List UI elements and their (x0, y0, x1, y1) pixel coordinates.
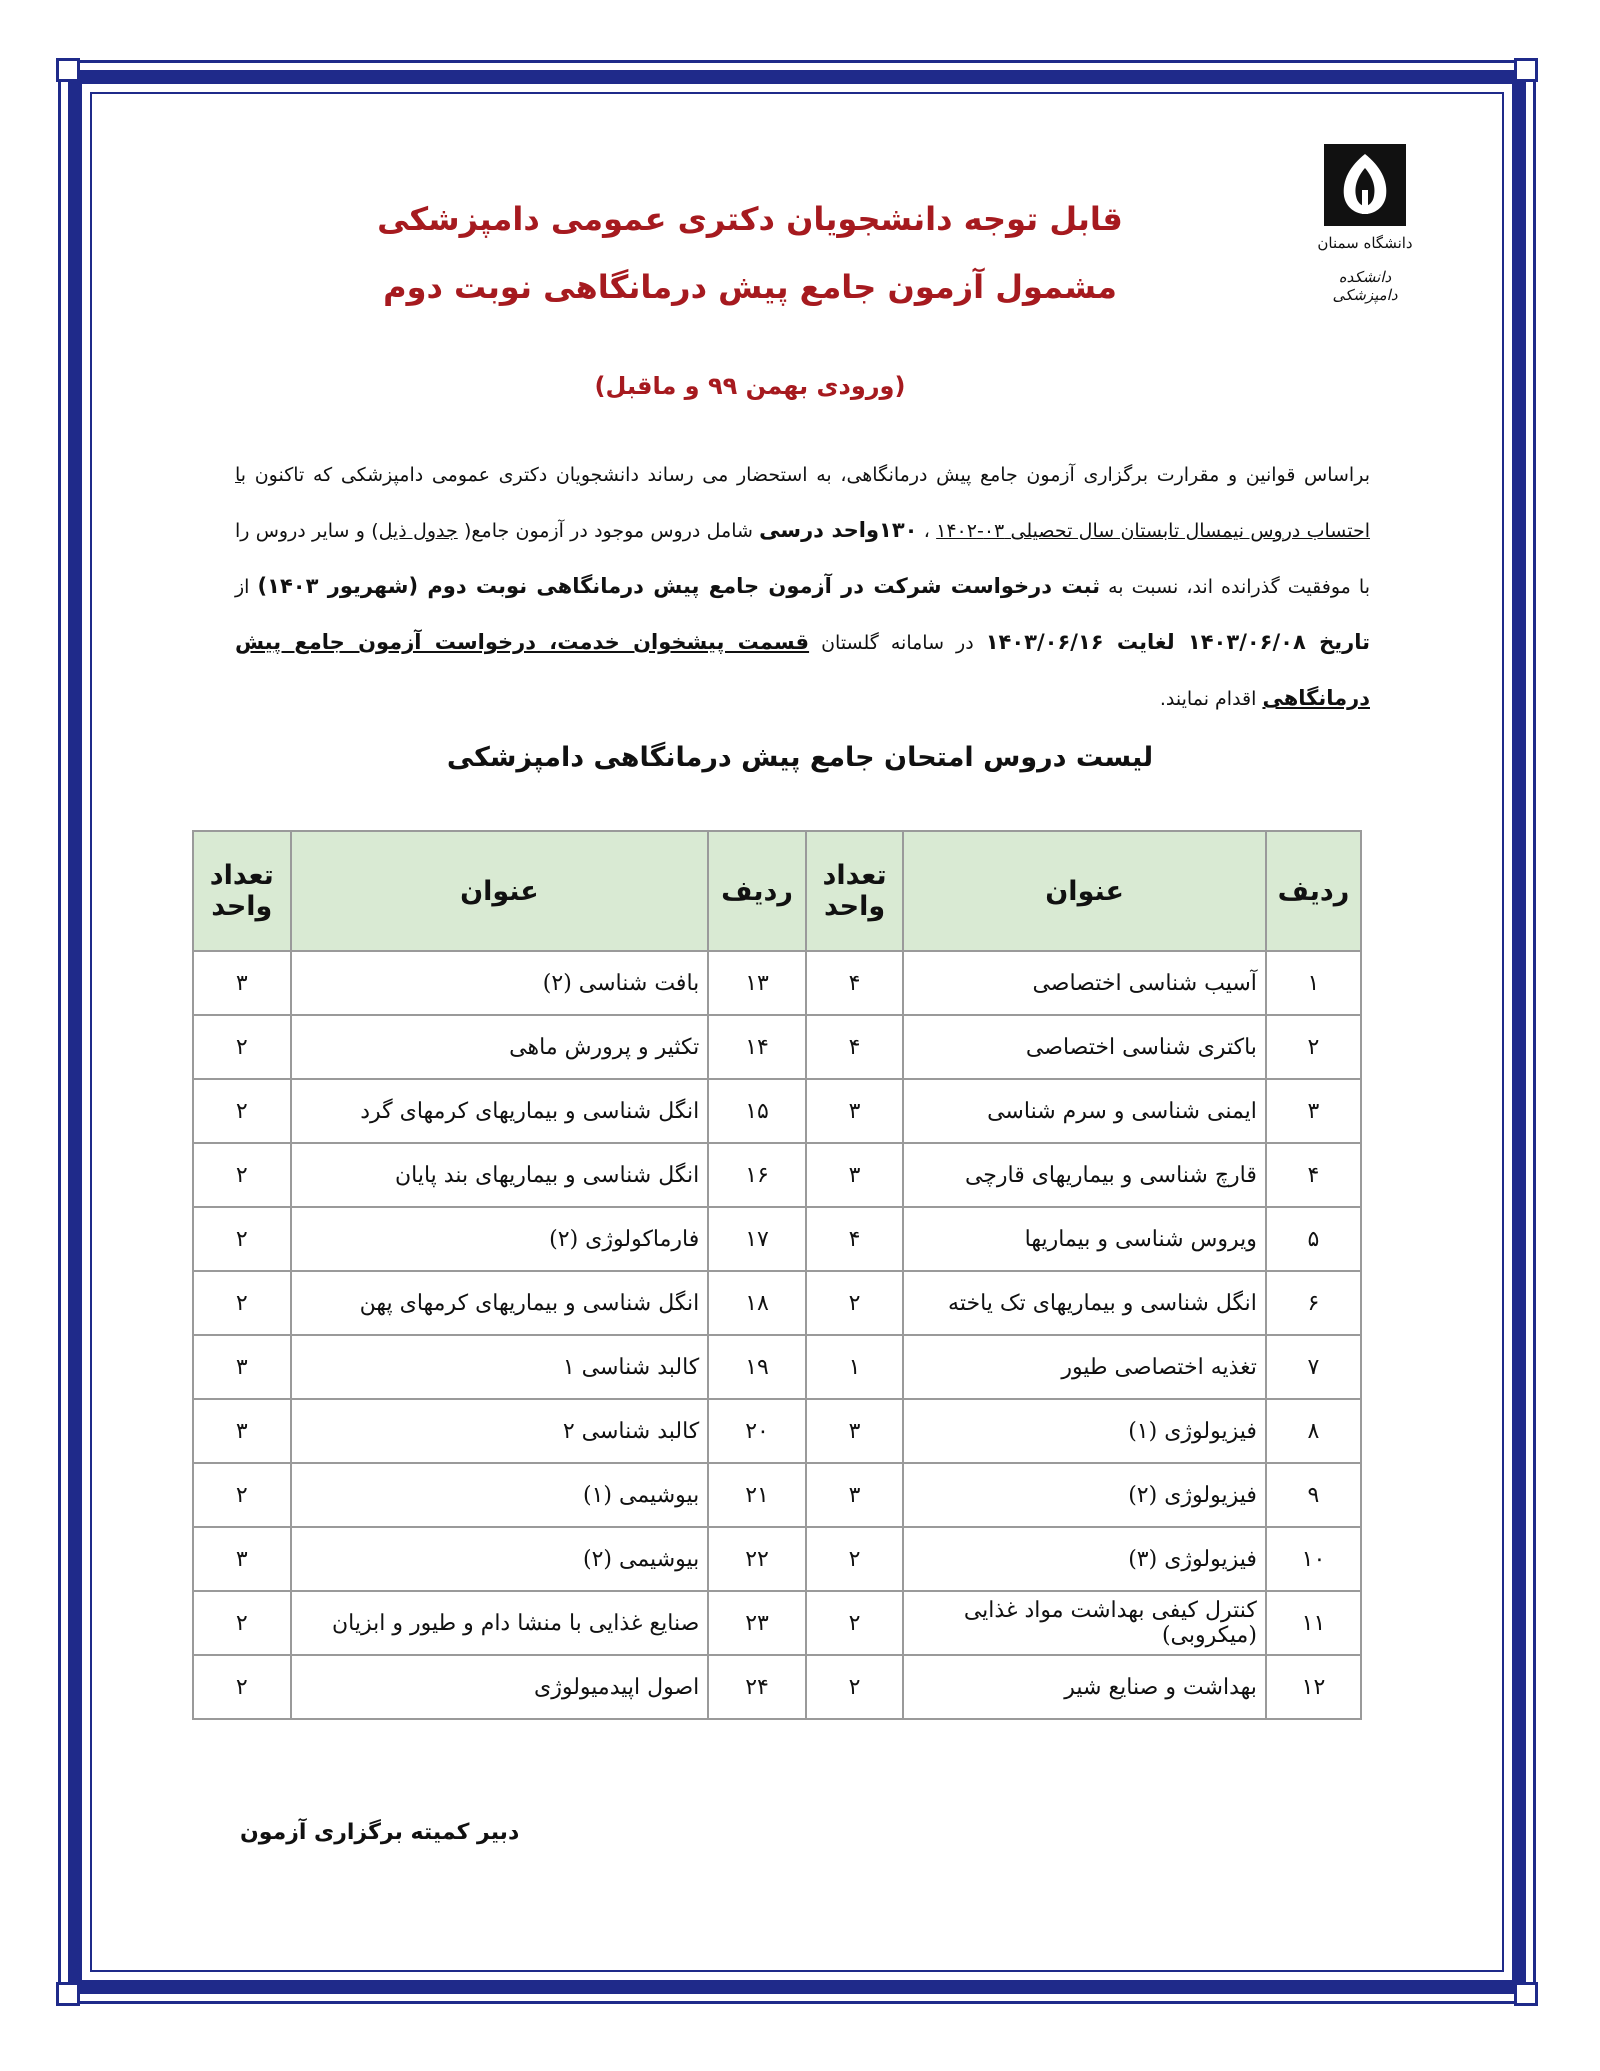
para-text: ) و سایر دروس را با موفقیت گذرانده اند، نسبت به (235, 520, 1370, 598)
row-number-cell: ۱۶ (708, 1143, 806, 1207)
course-title-cell: فیزیولوژی (۱) (903, 1399, 1266, 1463)
table-row (193, 1655, 1361, 1719)
header-course-title: عنوان (291, 831, 709, 951)
university-emblem-icon (1320, 140, 1410, 230)
unit-count-cell: ۴ (806, 1015, 904, 1079)
unit-count-cell: ۳ (193, 1527, 291, 1591)
row-number-cell: ۷ (1266, 1335, 1361, 1399)
header-row-number: ردیف (708, 831, 806, 951)
table-row (193, 1143, 1361, 1207)
header-unit-count: تعداد واحد (806, 831, 904, 951)
row-number-cell: ۱۵ (708, 1079, 806, 1143)
table-row (193, 951, 1361, 1015)
border-corner-bottom-right (1514, 1982, 1538, 2006)
course-title-cell: فیزیولوژی (۲) (903, 1463, 1266, 1527)
notice-title-line1: قابل توجه دانشجویان دکتری عمومی دامپزشکی (377, 200, 1123, 238)
para-registration: ثبت درخواست شرکت در آزمون جامع پیش درمانگاهی نوبت دوم (شهریور ۱۴۰۳) (257, 574, 1101, 598)
header-course-title: عنوان (903, 831, 1266, 951)
para-system-path: قسمت پیشخوان خدمت، درخواست آزمون جامع پیش درمانگاهی (235, 630, 1370, 710)
course-title-cell: آسیب شناسی اختصاصی (903, 951, 1266, 1015)
course-title-cell: تکثیر و پرورش ماهی (291, 1015, 709, 1079)
notice-subtitle: (ورودی بهمن ۹۹ و ماقبل) (594, 372, 906, 400)
university-name: دانشگاه سمنان (1317, 234, 1413, 252)
row-number-cell: ۲۲ (708, 1527, 806, 1591)
unit-count-cell: ۳ (806, 1463, 904, 1527)
unit-count-cell: ۲ (193, 1143, 291, 1207)
para-units: ۱۳۰واحد درسی (759, 518, 918, 542)
course-title-cell: انگل شناسی و بیماریهای تک یاخته (903, 1271, 1266, 1335)
unit-count-cell: ۲ (806, 1655, 904, 1719)
para-text: اقدام نمایند. (1159, 688, 1263, 710)
course-title-cell: کالبد شناسی ۲ (291, 1399, 709, 1463)
course-title-cell: بافت شناسی (۲) (291, 951, 709, 1015)
table-row (193, 1527, 1361, 1591)
row-number-cell: ۱۹ (708, 1335, 806, 1399)
course-title-cell: بیوشیمی (۱) (291, 1463, 709, 1527)
unit-count-cell: ۲ (806, 1271, 904, 1335)
row-number-cell: ۱۴ (708, 1015, 806, 1079)
unit-count-cell: ۴ (806, 951, 904, 1015)
courses-list-title: لیست دروس امتحان جامع پیش درمانگاهی دامپزشکی (446, 742, 1154, 773)
table-row (193, 1079, 1361, 1143)
para-semester: با احتساب دروس نیمسال تابستان سال تحصیلی ۰۳-۱۴۰۲ (235, 464, 1370, 542)
unit-count-cell: ۳ (193, 1335, 291, 1399)
unit-count-cell: ۴ (806, 1207, 904, 1271)
course-title-cell: انگل شناسی و بیماریهای کرمهای پهن (291, 1271, 709, 1335)
header-row-number: ردیف (1266, 831, 1361, 951)
row-number-cell: ۱ (1266, 951, 1361, 1015)
unit-count-cell: ۲ (193, 1655, 291, 1719)
border-corner-top-left (56, 58, 80, 82)
course-title-cell: ویروس شناسی و بیماریها (903, 1207, 1266, 1271)
row-number-cell: ۱۰ (1266, 1527, 1361, 1591)
unit-count-cell: ۲ (193, 1207, 291, 1271)
faculty-name: دانشکده دامپزشکی (1332, 268, 1398, 304)
course-title-cell: فیزیولوژی (۳) (903, 1527, 1266, 1591)
unit-count-cell: ۳ (806, 1143, 904, 1207)
unit-count-cell: ۲ (193, 1463, 291, 1527)
course-title-cell: قارچ شناسی و بیماریهای قارچی (903, 1143, 1266, 1207)
row-number-cell: ۱۷ (708, 1207, 806, 1271)
border-corner-top-right (1514, 58, 1538, 82)
border-corner-bottom-left (56, 1982, 80, 2006)
para-date-range: تاریخ ۱۴۰۳/۰۶/۰۸ لغایت ۱۴۰۳/۰۶/۱۶ (985, 630, 1370, 654)
para-text: از (235, 576, 258, 598)
unit-count-cell: ۳ (193, 951, 291, 1015)
course-title-cell: صنایع غذایی با منشا دام و طیور و ابزیان (291, 1591, 709, 1655)
unit-count-cell: ۱ (806, 1335, 904, 1399)
table-row (193, 1015, 1361, 1079)
row-number-cell: ۲۰ (708, 1399, 806, 1463)
course-title-cell: کنترل کیفی بهداشت مواد غذایی (میکروبی) (903, 1591, 1266, 1655)
course-title-cell: ایمنی شناسی و سرم شناسی (903, 1079, 1266, 1143)
notice-title-line2: مشمول آزمون جامع پیش درمانگاهی نوبت دوم (383, 268, 1117, 306)
row-number-cell: ۵ (1266, 1207, 1361, 1271)
para-text: در سامانه گلستان (809, 632, 986, 654)
para-text: براساس قوانین و مقرارت برگزاری آزمون جامع پیش درمانگاهی، به استحضار می رساند دانشجویان دکتری عمومی دامپزشکی که تاکنون (246, 464, 1370, 486)
course-title-cell: بیوشیمی (۲) (291, 1527, 709, 1591)
course-title-cell: اصول اپیدمیولوژی (291, 1655, 709, 1719)
table-row (193, 1271, 1361, 1335)
unit-count-cell: ۳ (806, 1399, 904, 1463)
row-number-cell: ۱۲ (1266, 1655, 1361, 1719)
row-number-cell: ۱۳ (708, 951, 806, 1015)
unit-count-cell: ۲ (806, 1527, 904, 1591)
unit-count-cell: ۲ (193, 1015, 291, 1079)
unit-count-cell: ۲ (193, 1271, 291, 1335)
para-text: ، (917, 520, 937, 542)
unit-count-cell: ۳ (193, 1399, 291, 1463)
unit-count-cell: ۲ (806, 1591, 904, 1655)
course-title-cell: کالبد شناسی ۱ (291, 1335, 709, 1399)
row-number-cell: ۹ (1266, 1463, 1361, 1527)
row-number-cell: ۱۱ (1266, 1591, 1361, 1655)
course-title-cell: باکتری شناسی اختصاصی (903, 1015, 1266, 1079)
table-row (193, 1399, 1361, 1463)
course-title-cell: انگل شناسی و بیماریهای کرمهای گرد (291, 1079, 709, 1143)
course-title-cell: بهداشت و صنایع شیر (903, 1655, 1266, 1719)
header-unit-count: تعداد واحد (193, 831, 291, 951)
unit-count-cell: ۲ (193, 1591, 291, 1655)
unit-count-cell: ۳ (806, 1079, 904, 1143)
row-number-cell: ۲ (1266, 1015, 1361, 1079)
row-number-cell: ۱۸ (708, 1271, 806, 1335)
course-title-cell: انگل شناسی و بیماریهای بند پایان (291, 1143, 709, 1207)
row-number-cell: ۴ (1266, 1143, 1361, 1207)
row-number-cell: ۸ (1266, 1399, 1361, 1463)
para-table-ref: جدول ذیل (378, 520, 458, 542)
table-row (193, 1335, 1361, 1399)
table-header-row (193, 831, 1361, 951)
row-number-cell: ۶ (1266, 1271, 1361, 1335)
course-title-cell: تغذیه اختصاصی طیور (903, 1335, 1266, 1399)
table-row (193, 1591, 1361, 1655)
unit-count-cell: ۲ (193, 1079, 291, 1143)
table-row (193, 1207, 1361, 1271)
row-number-cell: ۲۱ (708, 1463, 806, 1527)
courses-table (192, 830, 1362, 1720)
para-text: شامل دروس موجود در آزمون جامع( (457, 520, 760, 542)
row-number-cell: ۳ (1266, 1079, 1361, 1143)
signature: دبیر کمیته برگزاری آزمون (240, 1820, 520, 1845)
row-number-cell: ۲۴ (708, 1655, 806, 1719)
notice-paragraph (235, 448, 1370, 727)
table-row (193, 1463, 1361, 1527)
row-number-cell: ۲۳ (708, 1591, 806, 1655)
university-logo (1310, 140, 1420, 304)
course-title-cell: فارماکولوژی (۲) (291, 1207, 709, 1271)
